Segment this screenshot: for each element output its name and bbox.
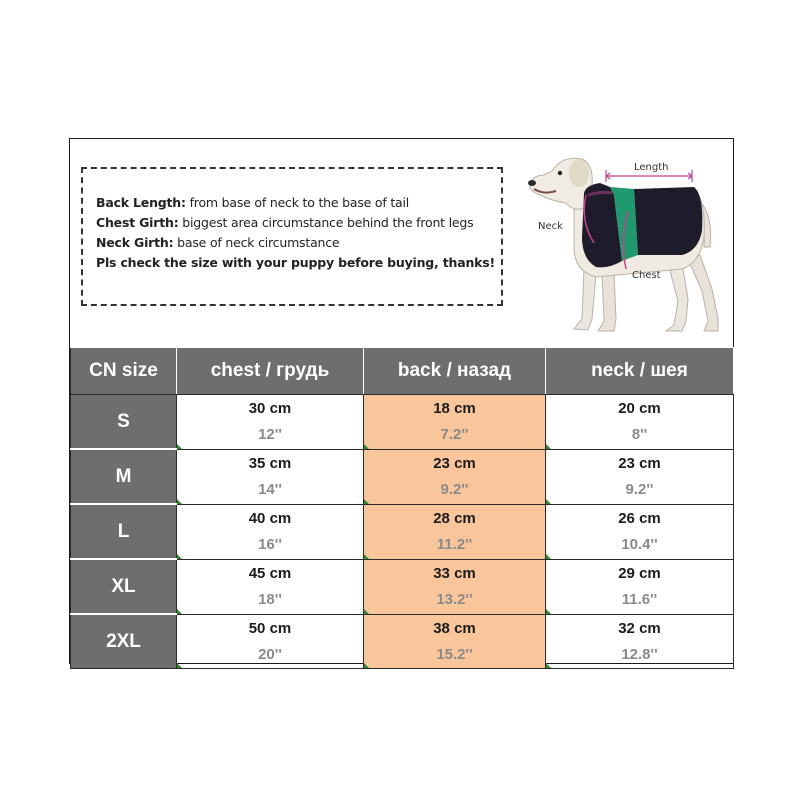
info-section	[70, 139, 733, 348]
neck-cell: 29 cm 11.6''	[546, 559, 734, 614]
table-header-row	[71, 348, 734, 395]
back-cell: 23 cm 9.2''	[364, 449, 546, 504]
header-cn-size: CN size	[71, 348, 177, 395]
back-cell: 38 cm 15.2''	[364, 614, 546, 669]
note-back-length: Back Length: from base of neck to the base of tail	[96, 195, 410, 210]
note-chest-girth: Chest Girth: biggest area circumstance behind the front legs	[96, 215, 474, 230]
neck-cell: 20 cm 8''	[546, 395, 734, 450]
back-cell: 18 cm 7.2''	[364, 395, 546, 450]
note-neck-girth: Neck Girth: base of neck circumstance	[96, 235, 340, 250]
size-label: XL	[71, 559, 177, 614]
cell-marker	[177, 663, 182, 668]
chest-cell: 40 cm 16''	[177, 504, 364, 559]
cell-marker	[364, 444, 369, 449]
neck-label: Neck	[538, 221, 563, 232]
size-label: M	[71, 449, 177, 504]
size-label: L	[71, 504, 177, 559]
table-row	[71, 395, 734, 450]
table-row	[71, 449, 734, 504]
neck-cell: 32 cm 12.8''	[546, 614, 734, 669]
dog-measurement-illustration	[522, 151, 727, 339]
cell-marker	[177, 609, 182, 614]
size-label: S	[71, 395, 177, 450]
cell-marker	[546, 499, 551, 504]
measurement-notes-box	[81, 167, 503, 306]
cell-marker	[177, 499, 182, 504]
length-label: Length	[634, 162, 669, 173]
cell-marker	[364, 609, 369, 614]
chest-cell: 30 cm 12''	[177, 395, 364, 450]
back-cell: 28 cm 11.2''	[364, 504, 546, 559]
cell-marker	[546, 609, 551, 614]
table-row	[71, 504, 734, 559]
size-label: 2XL	[71, 614, 177, 669]
cell-marker	[546, 663, 551, 668]
chest-label: Chest	[632, 270, 661, 281]
header-neck: neck / шея	[546, 348, 734, 395]
note-reminder: Pls check the size with your puppy before buying, thanks!	[96, 255, 496, 270]
cell-marker	[364, 663, 369, 668]
back-cell: 33 cm 13.2''	[364, 559, 546, 614]
table-row	[71, 614, 734, 669]
size-table	[70, 347, 734, 669]
cell-marker	[546, 554, 551, 559]
neck-cell: 26 cm 10.4''	[546, 504, 734, 559]
size-chart	[69, 138, 734, 664]
header-chest: chest / грудь	[177, 348, 364, 395]
cell-marker	[364, 499, 369, 504]
header-back: back / назад	[364, 348, 546, 395]
cell-marker	[177, 554, 182, 559]
chest-cell: 50 cm 20''	[177, 614, 364, 669]
cell-marker	[546, 444, 551, 449]
cell-marker	[177, 444, 182, 449]
cell-marker	[364, 554, 369, 559]
table-row	[71, 559, 734, 614]
chest-cell: 45 cm 18''	[177, 559, 364, 614]
neck-cell: 23 cm 9.2''	[546, 449, 734, 504]
chest-cell: 35 cm 14''	[177, 449, 364, 504]
